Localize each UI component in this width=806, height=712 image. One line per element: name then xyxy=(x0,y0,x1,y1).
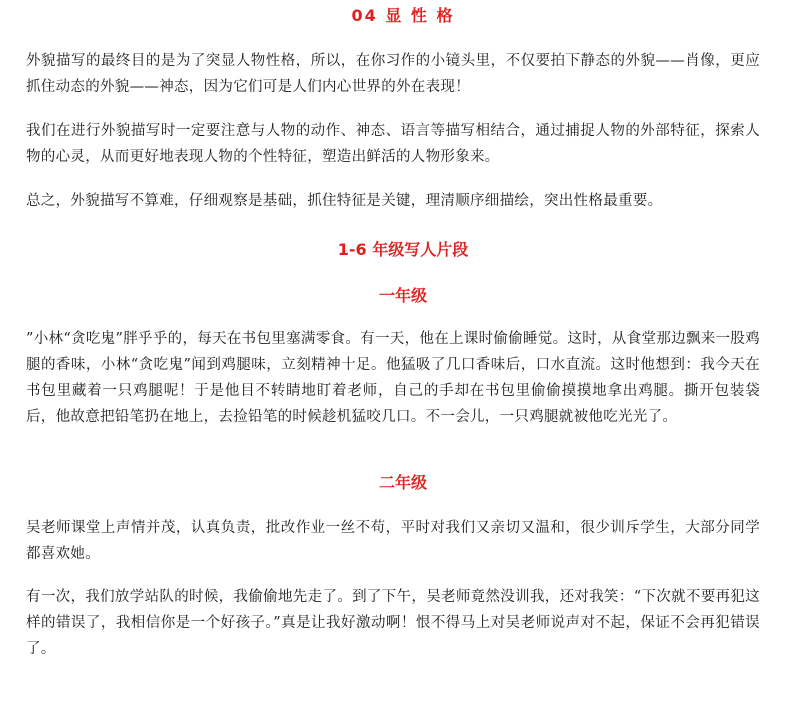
excerpts-title: 1-6 年级写人片段 xyxy=(337,240,469,259)
intro-paragraph-1: 外貌描写的最终目的是为了突显人物性格，所以，在你习作的小镜头里，不仅要拍下静态的外貌——肖像，更应抓住动态的外貌——神态，因为它们可是人们内心世界的外在表现！ xyxy=(26,53,760,95)
grade1-title: 一年级 xyxy=(378,286,427,305)
grade2-paragraph-1: 吴老师课堂上声情并茂，认真负责，批改作业一丝不苟，平时对我们又亲切又温和，很少训斥学生，大部分同学都喜欢她。 xyxy=(26,520,760,562)
intro-paragraph-2: 我们在进行外貌描写时一定要注意与人物的动作、神态、语言等描写相结合，通过捕捉人物的外部特征，探索人物的心灵，从而更好地表现人物的个性特征，塑造出鲜活的人物形象来。 xyxy=(26,123,760,165)
section-title: 04 显 性 格 xyxy=(351,6,455,25)
grade1-paragraph: ”小林“贪吃鬼”胖乎乎的，每天在书包里塞满零食。有一天，他在上课时偷偷睡觉。这时，从食堂那边飘来一股鸡腿的香味，小林“贪吃鬼”闻到鸡腿味，立刻精神十足。他猛吸了几口香味后，口水直流。这时他想到：我今天在书包里藏着一只鸡腿呢！于是他目不转睛地盯着老师，自己的手却在书包里偷偷摸摸地拿出鸡腿。撕开包装袋后，他故意把铅笔扔在地上，去捡铅笔的时候趁机猛咬几口。不一会儿，一只鸡腿就被他吃光光了。 xyxy=(26,331,760,425)
grade2-title: 二年级 xyxy=(378,473,427,492)
grade2-paragraph-2: 有一次，我们放学站队的时候，我偷偷地先走了。到了下午，吴老师竟然没训我，还对我笑：“下次就不要再犯这样的错误了，我相信你是一个好孩子。”真是让我好激动啊！恨不得马上对吴老师说声对不起，保证不会再犯错误了。 xyxy=(26,589,760,657)
intro-paragraph-3: 总之，外貌描写不算难，仔细观察是基础，抓住特征是关键，理清顺序细描绘，突出性格最重要。 xyxy=(26,193,663,209)
